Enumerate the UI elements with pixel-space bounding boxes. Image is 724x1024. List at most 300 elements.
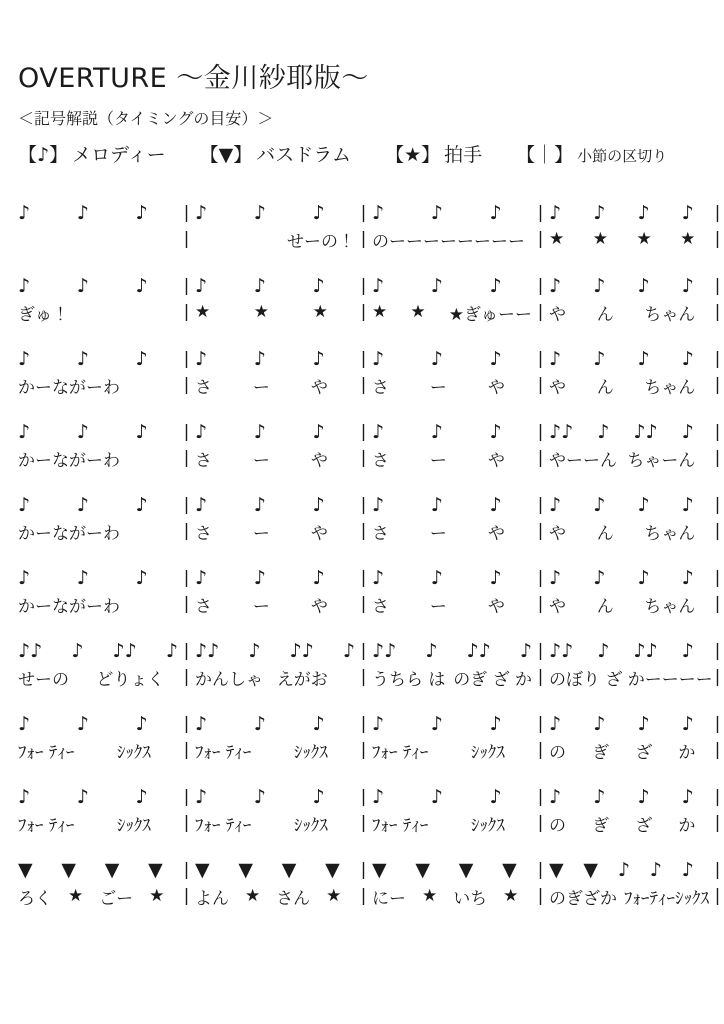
glyph-token: ★ bbox=[312, 302, 328, 322]
glyph-token: かーながーわ bbox=[18, 377, 120, 398]
glyph-token: ｼｯｸｽ bbox=[293, 742, 328, 763]
measure-cell bbox=[372, 713, 532, 735]
measure-cell bbox=[18, 421, 178, 443]
measure-cell bbox=[549, 446, 709, 471]
measure-cell bbox=[549, 786, 709, 808]
measure-cell bbox=[549, 665, 713, 690]
glyph-token: か bbox=[678, 742, 696, 763]
glyph-token: ▼ bbox=[148, 859, 163, 881]
bar-separator: | bbox=[183, 568, 190, 588]
score-block bbox=[18, 346, 721, 398]
measure-cell bbox=[372, 494, 532, 516]
measure-cell bbox=[549, 567, 709, 589]
score-block bbox=[18, 784, 721, 836]
lyrics-line bbox=[18, 372, 721, 398]
glyph-token: ♪ bbox=[253, 786, 266, 808]
glyph-token: ♪ bbox=[681, 348, 694, 370]
measure-cell bbox=[195, 202, 355, 224]
glyph-token: ♪ bbox=[637, 348, 650, 370]
measure-cell bbox=[549, 519, 709, 544]
glyph-token: さ bbox=[372, 523, 389, 544]
bar-separator: | bbox=[537, 495, 544, 515]
glyph-token: やーーん bbox=[549, 450, 617, 471]
measure-cell bbox=[372, 640, 532, 662]
glyph-token: や bbox=[310, 523, 328, 544]
bar-separator: | bbox=[360, 813, 367, 833]
bar-separator: | bbox=[360, 375, 367, 395]
measure-cell bbox=[372, 519, 532, 544]
measure-cell bbox=[549, 859, 709, 881]
notes-line bbox=[18, 419, 721, 445]
bar-separator: | bbox=[537, 667, 544, 687]
measure-cell bbox=[195, 738, 355, 763]
measure-cell bbox=[372, 421, 532, 443]
glyph-token: ▼ bbox=[195, 859, 210, 881]
bar-separator: | bbox=[183, 375, 190, 395]
bar-separator: | bbox=[714, 349, 721, 369]
measure-cell bbox=[18, 884, 178, 909]
bar-separator: | bbox=[537, 886, 544, 906]
glyph-token: ♪♪ bbox=[112, 640, 137, 662]
glyph-token: ー bbox=[252, 377, 270, 398]
glyph-token: ♪ bbox=[519, 640, 532, 662]
glyph-token: ♪♪ bbox=[549, 421, 574, 443]
glyph-token: ★ bbox=[421, 886, 438, 906]
glyph-token: ﾌｫｰ ﾃｨｰ bbox=[195, 815, 252, 836]
glyph-token: さ bbox=[372, 450, 389, 471]
glyph-token: ★ bbox=[503, 886, 519, 906]
bar-separator: | bbox=[537, 813, 544, 833]
bar-separator: | bbox=[714, 667, 721, 687]
glyph-token: ♪ bbox=[76, 421, 89, 443]
glyph-token: ▼ bbox=[458, 859, 474, 881]
glyph-token: ♪ bbox=[430, 421, 443, 443]
measure-cell bbox=[549, 738, 709, 763]
glyph-token: ♪ bbox=[489, 786, 502, 808]
glyph-token: ﾌｫｰ ﾃｨｰ bbox=[372, 742, 429, 763]
bar-separator: | bbox=[714, 714, 721, 734]
measure-cell bbox=[372, 859, 532, 881]
measure-cell bbox=[195, 786, 355, 808]
glyph-token: ﾌｫｰ ﾃｨｰ bbox=[18, 815, 75, 836]
glyph-token: さ bbox=[372, 596, 389, 617]
glyph-token: ♪ bbox=[253, 202, 266, 224]
glyph-token: ♪ bbox=[76, 494, 89, 516]
glyph-token: ♪ bbox=[372, 494, 385, 516]
notes-line bbox=[18, 346, 721, 372]
glyph-token: のぎざか bbox=[549, 888, 617, 909]
glyph-token: ♪ bbox=[135, 275, 148, 297]
glyph-token: のーーーーーーーー bbox=[372, 231, 525, 252]
glyph-token: せーの bbox=[18, 669, 69, 690]
notes-line bbox=[18, 492, 721, 518]
glyph-token: ♪ bbox=[195, 421, 208, 443]
glyph-token: ▼ bbox=[61, 859, 77, 881]
glyph-token: ♪ bbox=[593, 275, 606, 297]
glyph-token: ▼ bbox=[238, 859, 254, 881]
glyph-token: ♪ bbox=[430, 348, 443, 370]
measure-cell bbox=[18, 665, 178, 690]
glyph-token: ー bbox=[429, 523, 447, 544]
glyph-token: ♪ bbox=[248, 640, 261, 662]
bar-separator: | bbox=[537, 276, 544, 296]
legend-item-barline bbox=[516, 140, 667, 167]
measure-cell bbox=[549, 713, 709, 735]
glyph-token: ♪ bbox=[76, 713, 89, 735]
glyph-token: ♪ bbox=[76, 786, 89, 808]
glyph-token: いち bbox=[453, 888, 488, 909]
glyph-token: ♪ bbox=[312, 275, 325, 297]
glyph-token: ♪ bbox=[18, 567, 31, 589]
measure-cell bbox=[18, 811, 178, 836]
glyph-token: ♪ bbox=[489, 202, 502, 224]
measure-cell bbox=[372, 373, 532, 398]
glyph-token: ▼ bbox=[281, 859, 297, 881]
glyph-token: ♪ bbox=[18, 275, 31, 297]
bar-separator: | bbox=[714, 521, 721, 541]
bar-separator: | bbox=[537, 302, 544, 322]
glyph-token: ﾌｫｰ ﾃｨｰ bbox=[372, 815, 429, 836]
measure-cell bbox=[372, 786, 532, 808]
glyph-token: ちゃん bbox=[644, 523, 696, 544]
glyph-token: ♪ bbox=[18, 786, 31, 808]
glyph-token: ♪♪ bbox=[466, 640, 491, 662]
glyph-token: ★ bbox=[680, 229, 696, 249]
bar-separator: | bbox=[183, 521, 190, 541]
bar-separator: | bbox=[714, 594, 721, 614]
glyph-token: ♪ bbox=[372, 421, 385, 443]
bar-separator: | bbox=[183, 813, 190, 833]
measure-cell bbox=[18, 373, 178, 398]
measure-cell bbox=[18, 592, 178, 617]
notes-line bbox=[18, 784, 721, 810]
glyph-token: ♪ bbox=[637, 786, 650, 808]
glyph-token: ♪♪ bbox=[18, 640, 43, 662]
glyph-token: ♪ bbox=[430, 786, 443, 808]
measure-cell bbox=[195, 373, 355, 398]
glyph-token: ♪ bbox=[253, 567, 266, 589]
glyph-token: ♪ bbox=[71, 640, 84, 662]
measure-cell bbox=[195, 348, 355, 370]
glyph-token: ♪ bbox=[681, 494, 694, 516]
glyph-token: ♪ bbox=[312, 348, 325, 370]
glyph-token: ♪ bbox=[253, 348, 266, 370]
glyph-token: ♪ bbox=[549, 786, 562, 808]
glyph-token: ♪ bbox=[253, 275, 266, 297]
measure-cell bbox=[195, 811, 355, 836]
measure-cell bbox=[195, 884, 355, 909]
glyph-token: ♪ bbox=[195, 202, 208, 224]
glyph-token: や bbox=[549, 377, 566, 398]
glyph-token: ♪ bbox=[597, 640, 610, 662]
measure-cell bbox=[549, 275, 709, 297]
bar-separator: | bbox=[360, 448, 367, 468]
legend-label-barline: 小節の区切り bbox=[577, 147, 668, 165]
glyph-token: か bbox=[678, 815, 696, 836]
glyph-token: ♪♪ bbox=[372, 640, 397, 662]
glyph-token: ♪ bbox=[430, 275, 443, 297]
bar-separator: | bbox=[183, 860, 190, 880]
lyrics-line bbox=[18, 445, 721, 471]
glyph-token: さ bbox=[195, 450, 212, 471]
measure-cell bbox=[18, 348, 178, 370]
glyph-token: ♪ bbox=[342, 640, 355, 662]
glyph-token: ▼ bbox=[415, 859, 431, 881]
score-block bbox=[18, 419, 721, 471]
bar-separator: | bbox=[714, 787, 721, 807]
glyph-token: の bbox=[549, 815, 566, 836]
glyph-token: ♪ bbox=[593, 348, 606, 370]
glyph-token: ♪ bbox=[593, 567, 606, 589]
bar-separator: | bbox=[537, 521, 544, 541]
glyph-token: ♪♪ bbox=[195, 640, 220, 662]
measure-cell bbox=[18, 300, 178, 325]
glyph-token: ♪♪ bbox=[633, 640, 658, 662]
bar-separator: | bbox=[360, 302, 367, 322]
glyph-token: ー bbox=[252, 596, 270, 617]
glyph-token: かんしゃ bbox=[195, 669, 263, 690]
glyph-token: ｼｯｸｽ bbox=[293, 815, 328, 836]
bar-separator: | bbox=[714, 276, 721, 296]
bar-separator: | bbox=[537, 740, 544, 760]
measure-cell bbox=[372, 567, 532, 589]
lyrics-line bbox=[18, 591, 721, 617]
glyph-token: ♪ bbox=[18, 421, 31, 443]
bar-separator: | bbox=[537, 641, 544, 661]
glyph-token: ♪ bbox=[135, 348, 148, 370]
glyph-token: ♪ bbox=[637, 494, 650, 516]
legend-label-clap: 拍手 bbox=[444, 144, 483, 166]
glyph-token: ♪ bbox=[430, 567, 443, 589]
glyph-token: ♪ bbox=[489, 275, 502, 297]
bar-separator: | bbox=[714, 495, 721, 515]
score-block bbox=[18, 565, 721, 617]
glyph-token: ♪ bbox=[195, 567, 208, 589]
glyph-token: ♪ bbox=[637, 275, 650, 297]
lyrics-line bbox=[18, 518, 721, 544]
glyph-token: ♪ bbox=[372, 567, 385, 589]
glyph-token: ♪ bbox=[195, 713, 208, 735]
glyph-token: ♪ bbox=[135, 713, 148, 735]
bar-separator: | bbox=[714, 448, 721, 468]
glyph-token: ♪ bbox=[489, 567, 502, 589]
bar-separator: | bbox=[360, 276, 367, 296]
glyph-token: ♪ bbox=[195, 348, 208, 370]
measure-cell bbox=[372, 348, 532, 370]
glyph-token: ー bbox=[252, 450, 270, 471]
bar-separator: | bbox=[714, 568, 721, 588]
glyph-token: ♪ bbox=[681, 421, 694, 443]
glyph-token: ぎゅ！ bbox=[18, 304, 69, 325]
glyph-token: ♪ bbox=[549, 494, 562, 516]
glyph-token: や bbox=[310, 450, 328, 471]
glyph-token: ♪ bbox=[681, 859, 694, 881]
bar-separator: | bbox=[537, 714, 544, 734]
measure-cell bbox=[549, 421, 709, 443]
glyph-token: ー bbox=[252, 523, 270, 544]
glyph-token: ♪ bbox=[549, 202, 562, 224]
glyph-token: ♪ bbox=[489, 421, 502, 443]
measure-cell bbox=[372, 300, 532, 325]
page-title: OVERTURE ～金川紗耶版～ bbox=[18, 63, 369, 94]
glyph-token: ♪ bbox=[312, 567, 325, 589]
measure-cell bbox=[195, 713, 355, 735]
symbol-guide-heading: ＜記号解説（タイミングの目安）＞ bbox=[18, 109, 274, 128]
glyph-token: ♪ bbox=[135, 494, 148, 516]
bar-separator: | bbox=[714, 422, 721, 442]
measure-cell bbox=[18, 859, 178, 881]
measure-cell bbox=[549, 811, 709, 836]
glyph-token: ★ぎゅーー bbox=[448, 304, 532, 325]
bass-drum-icon: 【▼】 bbox=[199, 144, 253, 166]
glyph-token: ん bbox=[596, 304, 614, 325]
glyph-token: ▼ bbox=[502, 859, 517, 881]
glyph-token: にー bbox=[372, 888, 406, 909]
bar-separator: | bbox=[183, 276, 190, 296]
glyph-token: や bbox=[487, 377, 505, 398]
notes-line bbox=[18, 711, 721, 737]
glyph-token: ★ bbox=[636, 229, 652, 249]
glyph-token: ♪ bbox=[637, 567, 650, 589]
glyph-token: や bbox=[549, 304, 566, 325]
measure-cell bbox=[18, 494, 178, 516]
glyph-token: ちゃん bbox=[644, 304, 696, 325]
bar-separator: | bbox=[183, 594, 190, 614]
bar-separator: | bbox=[183, 229, 190, 249]
glyph-token: ♪ bbox=[253, 713, 266, 735]
bar-separator: | bbox=[360, 594, 367, 614]
bar-separator: | bbox=[537, 349, 544, 369]
glyph-token: ♪ bbox=[18, 348, 31, 370]
bar-separator: | bbox=[360, 521, 367, 541]
glyph-token: よん bbox=[195, 888, 229, 909]
legend bbox=[18, 140, 710, 167]
glyph-token: の bbox=[549, 742, 566, 763]
measure-cell bbox=[18, 640, 178, 662]
glyph-token: ♪ bbox=[18, 494, 31, 516]
glyph-token: ★ bbox=[195, 302, 211, 322]
glyph-token: かーながーわ bbox=[18, 523, 120, 544]
score bbox=[18, 200, 721, 909]
bar-separator: | bbox=[360, 714, 367, 734]
glyph-token: や bbox=[487, 523, 505, 544]
measure-cell bbox=[372, 884, 532, 909]
measure-cell bbox=[195, 227, 355, 252]
measure-cell bbox=[18, 202, 178, 224]
bar-separator: | bbox=[537, 787, 544, 807]
bar-separator: | bbox=[714, 813, 721, 833]
glyph-token: ♪ bbox=[430, 202, 443, 224]
legend-item-melody bbox=[18, 140, 166, 167]
glyph-token: ♪ bbox=[76, 348, 89, 370]
measure-cell bbox=[18, 446, 178, 471]
glyph-token: ちゃーん bbox=[627, 450, 696, 471]
glyph-token: えがお bbox=[276, 669, 328, 690]
glyph-token: ー bbox=[429, 377, 447, 398]
lyrics-line bbox=[18, 810, 721, 836]
glyph-token: ぎ bbox=[592, 815, 610, 836]
glyph-token: ♪ bbox=[18, 202, 31, 224]
glyph-token: ♪ bbox=[681, 202, 694, 224]
glyph-token: ♪ bbox=[593, 786, 606, 808]
glyph-token: ざ bbox=[635, 815, 653, 836]
glyph-token: ♪ bbox=[549, 348, 562, 370]
glyph-token: ー bbox=[429, 450, 447, 471]
glyph-token: や bbox=[549, 523, 566, 544]
bar-separator: | bbox=[537, 229, 544, 249]
bar-separator: | bbox=[183, 740, 190, 760]
glyph-token: ♪ bbox=[76, 202, 89, 224]
glyph-token: ★ bbox=[592, 229, 608, 249]
measure-cell bbox=[18, 713, 178, 735]
glyph-token: ♪ bbox=[489, 348, 502, 370]
bar-separator: | bbox=[537, 448, 544, 468]
notes-line bbox=[18, 273, 721, 299]
bar-separator: | bbox=[183, 203, 190, 223]
glyph-token: ♪ bbox=[372, 202, 385, 224]
glyph-token: ♪ bbox=[430, 713, 443, 735]
glyph-token: ♪ bbox=[18, 713, 31, 735]
measure-cell bbox=[195, 275, 355, 297]
glyph-token: ♪ bbox=[637, 713, 650, 735]
measure-cell bbox=[372, 592, 532, 617]
bar-separator: | bbox=[183, 641, 190, 661]
bar-separator: | bbox=[714, 229, 721, 249]
glyph-token: ろく bbox=[18, 888, 52, 909]
notes-line bbox=[18, 200, 721, 226]
glyph-token: さ bbox=[195, 523, 212, 544]
lyrics-line bbox=[18, 664, 721, 690]
glyph-token: ▼ bbox=[549, 859, 564, 881]
bar-separator: | bbox=[360, 740, 367, 760]
glyph-token: ★ bbox=[549, 229, 565, 249]
glyph-token: や bbox=[310, 377, 328, 398]
measure-cell bbox=[549, 373, 709, 398]
glyph-token: ぎ bbox=[592, 742, 610, 763]
measure-cell bbox=[18, 519, 178, 544]
glyph-token: さ bbox=[195, 596, 212, 617]
bar-separator: | bbox=[360, 229, 367, 249]
measure-cell bbox=[372, 202, 532, 224]
bar-separator: | bbox=[360, 349, 367, 369]
glyph-token: ごー bbox=[99, 888, 134, 909]
glyph-token: ｼｯｸｽ bbox=[116, 742, 151, 763]
glyph-token: ♪ bbox=[637, 202, 650, 224]
glyph-token: ♪ bbox=[617, 859, 630, 881]
glyph-token: ♪ bbox=[195, 494, 208, 516]
glyph-token: ♪ bbox=[681, 640, 694, 662]
glyph-token: ざ bbox=[635, 742, 653, 763]
bar-separator: | bbox=[360, 860, 367, 880]
lyrics-line bbox=[18, 299, 721, 325]
glyph-token: ♪ bbox=[681, 786, 694, 808]
glyph-token: ▼ bbox=[372, 859, 387, 881]
melody-note-icon: 【♪】 bbox=[18, 144, 69, 166]
legend-item-bassdrum bbox=[200, 140, 351, 167]
measure-cell bbox=[549, 494, 709, 516]
glyph-token: ﾌｫｰﾃｨｰｼｯｸｽ bbox=[624, 888, 709, 909]
legend-item-clap bbox=[385, 140, 482, 167]
score-block bbox=[18, 857, 721, 909]
glyph-token: ♪♪ bbox=[633, 421, 658, 443]
glyph-token: ♪ bbox=[312, 494, 325, 516]
score-block bbox=[18, 200, 721, 252]
bar-separator: | bbox=[714, 203, 721, 223]
measure-cell bbox=[18, 786, 178, 808]
glyph-token: ♪ bbox=[372, 348, 385, 370]
glyph-token: ♪ bbox=[312, 202, 325, 224]
measure-cell bbox=[549, 348, 709, 370]
